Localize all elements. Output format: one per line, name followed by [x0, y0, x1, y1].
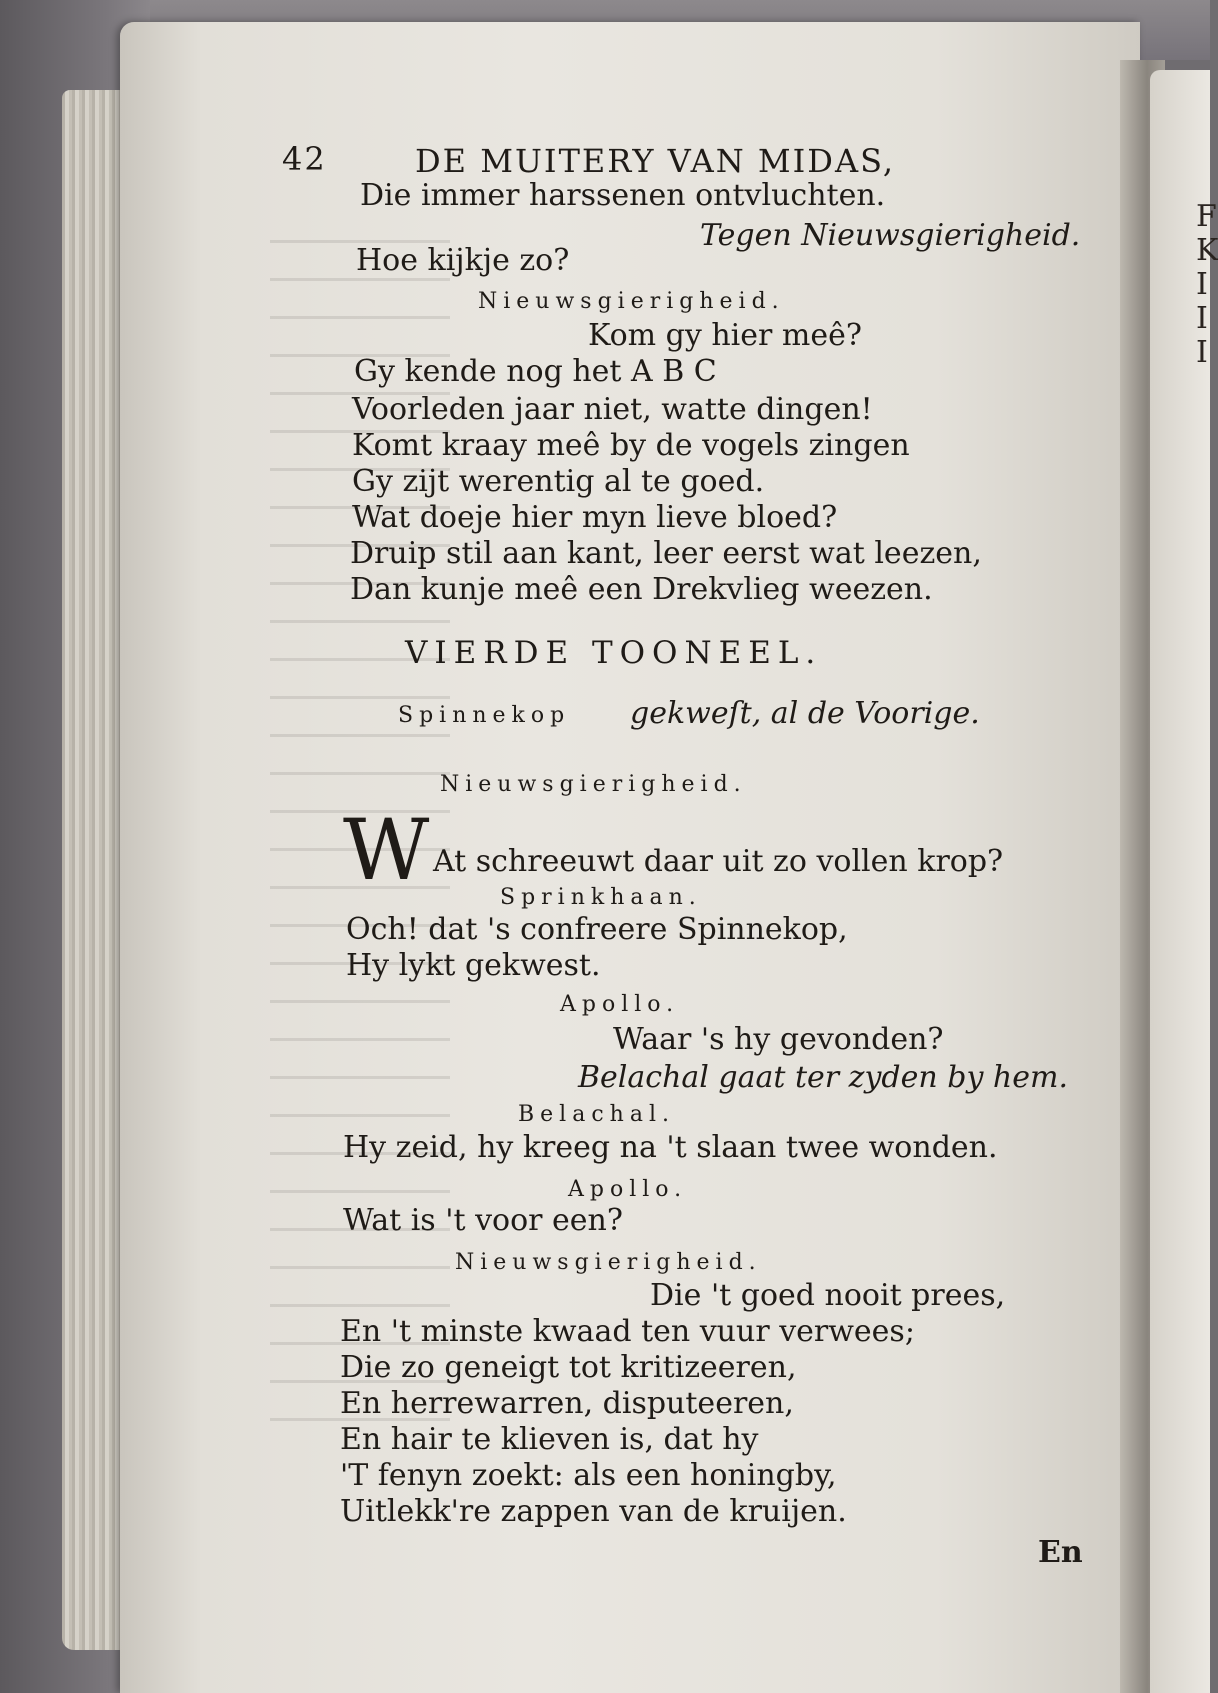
scene-title: VIERDE TOONEEL. — [405, 635, 823, 671]
verse-line: Dan kunje meê een Drekvlieg weezen. — [350, 572, 933, 607]
running-title: DE MUITERY VAN MIDAS, — [415, 142, 896, 180]
verse-line: Die immer harssenen ontvluchten. — [360, 178, 886, 213]
page-number: 42 — [282, 140, 327, 178]
verse-line: Wat doeje hier myn lieve bloed? — [352, 500, 838, 535]
scene-cast-name: Spinnekop — [398, 703, 571, 728]
verse-line: Hoe kijkje zo? — [356, 243, 570, 278]
verse-line: En 't minste kwaad ten vuur verwees; — [340, 1314, 915, 1349]
verse-line: 'T fenyn zoekt: als een honingby, — [340, 1458, 837, 1493]
speaker-name: Apollo. — [568, 1177, 688, 1202]
verse-line: Gy zijt werentig al te goed. — [352, 464, 765, 499]
stage-direction: Belachal gaat ter zyden by hem. — [578, 1060, 1068, 1095]
facing-page-letters — [1196, 200, 1218, 370]
verse-line: Die 't goed nooit prees, — [650, 1278, 1006, 1313]
verse-line: Druip stil aan kant, leer eerst wat leezen, — [350, 536, 982, 571]
verse-line: Och! dat 's confreere Spinnekop, — [346, 912, 848, 947]
verse-line: Voorleden jaar niet, watte dingen! — [352, 392, 873, 427]
verse-line: Hy lykt gekwest. — [346, 948, 601, 983]
verse-line: At schreeuwt daar uit zo vollen krop? — [433, 844, 1004, 879]
speaker-name: Belachal. — [518, 1102, 675, 1127]
speaker-name: Apollo. — [560, 992, 680, 1017]
verse-line: Uitlekk're zappen van de kruijen. — [340, 1494, 847, 1529]
stage-direction: Tegen Nieuwsgierigheid. — [700, 218, 1081, 253]
verse-line: En hair te klieven is, dat hy — [340, 1422, 759, 1457]
scene-cast-rest: gekweſt, al de Voorige. — [630, 696, 980, 731]
speaker-name: Nieuwsgierigheid. — [440, 772, 747, 797]
verse-line: Hy zeid, hy kreeg na 't slaan twee wonden. — [343, 1130, 998, 1165]
verse-line: Waar 's hy gevonden? — [613, 1022, 944, 1057]
speaker-name: Sprinkhaan. — [500, 885, 702, 910]
verse-line: Kom gy hier meê? — [588, 318, 862, 353]
facing-letter: K — [1196, 233, 1218, 268]
verse-line: Die zo geneigt tot kritizeeren, — [340, 1350, 797, 1385]
speaker-name: Nieuwsgierigheid. — [478, 289, 785, 314]
verse-line: En herrewarren, disputeeren, — [340, 1386, 794, 1421]
drop-cap: W — [343, 801, 430, 899]
catchword: En — [1038, 1535, 1083, 1570]
facing-letter: I — [1196, 301, 1208, 336]
facing-letter: I — [1196, 335, 1208, 370]
verse-line: Wat is 't voor een? — [343, 1203, 623, 1238]
verse-line: Komt kraay meê by de vogels zingen — [352, 428, 910, 463]
speaker-name: Nieuwsgierigheid. — [455, 1250, 762, 1275]
verse-line: Gy kende nog het A B C — [354, 354, 717, 389]
facing-letter: I — [1196, 267, 1208, 302]
facing-letter: F — [1196, 199, 1217, 234]
